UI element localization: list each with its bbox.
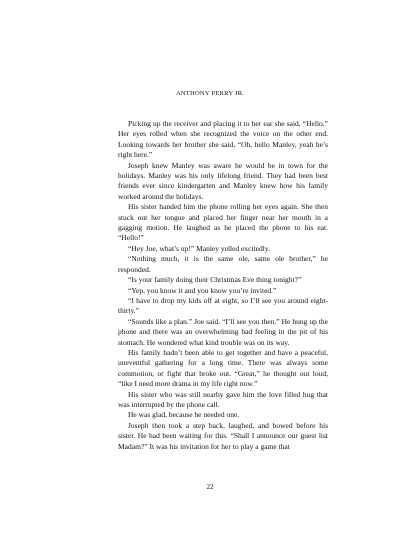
page-number: 22 (206, 483, 214, 491)
paragraph: His sister who was still nearby gave him the love filled hug that was interrupted by the phone call. (118, 389, 328, 409)
body-text (118, 119, 328, 452)
paragraph: Joseph knew Manley was aware he would be in town for the holidays. Manley was his only lifelong friend. They had been best friends ever since kindergarten and Manley knew how his family worked around the holidays. (118, 160, 328, 201)
paragraph: “Nothing much, it is the same ole, same ole brother,” he responded. (118, 254, 328, 274)
paragraph: “Is your family doing their Christmas Eve thing tonight?” (128, 275, 302, 285)
paragraph: His family hadn’t been able to get together and have a peaceful, uneventful gathering for a long time. There was always some commotion, or fight that broke out. “Great,” he thought out loud, “like I need more drama in my life right now.” (118, 347, 328, 389)
paragraph: “Hey Joe, what’s up!” Manley yelled excitedly. (128, 243, 270, 253)
paragraph: He was glad, because he needed one. (128, 410, 240, 420)
paragraph: “Sounds like a plan.” Joe said. “I’ll see you then.” He hung up the phone and there was an overwhelming bad feeling in the pit of his stomach. He wondered what kind trouble was on its way. (118, 316, 328, 347)
running-head: ANTHONY PERRY JR. (175, 90, 245, 97)
paragraph: His sister handed him the phone rolling her eyes again. She then stuck out her tongue and placed her finger near her mouth in a gagging motion. He laughed as he placed the phone to his ear. “Hello!” (118, 202, 328, 243)
paragraph: “I have to drop my kids off at eight, so I’ll see you around eight-thirty.” (118, 295, 328, 316)
paragraph: Joseph then took a step back, laughed, and bowed before his sister. He had been waiting for this. “Shall I announce our guest list Madam?” It was his invitation for her to play a game that (118, 420, 328, 451)
paragraph: “Yep, you know it and you know you’re invited.” (128, 285, 277, 295)
paragraph: Picking up the receiver and placing it to her ear she said, “Hello.” Her eyes rolled when she recognized the voice on the other end. Looking towards her brother she said, “Oh, hello Manley, yeah he’s right here.” (118, 119, 328, 160)
